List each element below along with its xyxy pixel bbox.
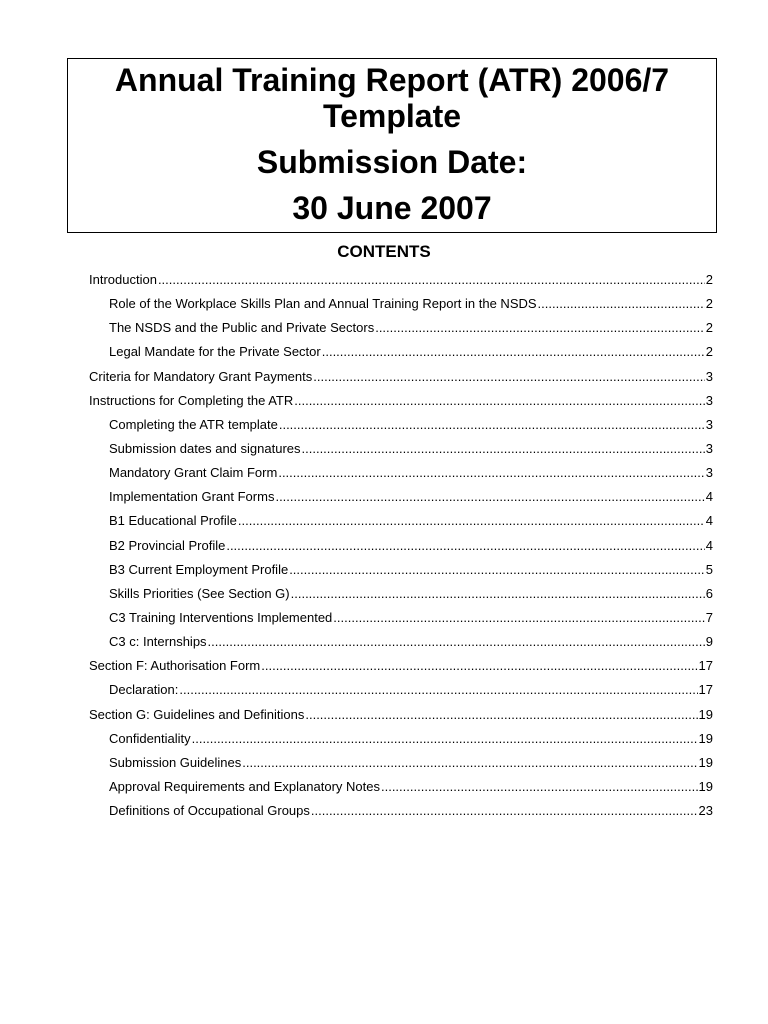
toc-dot-leader [291, 582, 705, 606]
toc-entry-page-number: 17 [698, 658, 713, 674]
toc-dot-leader [294, 389, 705, 413]
toc-dot-leader [305, 703, 697, 727]
toc-entry-page-number: 2 [705, 272, 713, 287]
toc-entry-page-number: 19 [698, 706, 713, 722]
toc-dot-leader [333, 606, 704, 630]
toc-entry-page-number: 3 [705, 368, 713, 384]
toc-dot-leader [538, 292, 705, 316]
toc-dot-leader [302, 437, 705, 461]
toc-dot-leader [261, 654, 697, 678]
toc-dot-leader [289, 558, 705, 582]
toc-entry-page-number: 23 [698, 803, 713, 819]
toc-entry-page-number: 19 [698, 754, 713, 770]
toc-entry[interactable] [89, 558, 713, 582]
toc-entry-label: B3 Current Employment Profile [109, 561, 289, 577]
toc-entry[interactable] [89, 606, 713, 630]
toc-entry-page-number: 4 [705, 489, 713, 505]
toc-entry-page-number: 4 [705, 513, 713, 529]
toc-entry-page-number: 2 [705, 320, 713, 336]
toc-entry-page-number: 9 [705, 634, 713, 650]
toc-entry[interactable] [89, 509, 713, 533]
toc-entry-label: Definitions of Occupational Groups [109, 803, 310, 819]
toc-entry-label: Instructions for Completing the ATR [89, 392, 294, 408]
toc-entry-label: C3 Training Interventions Implemented [109, 609, 333, 625]
toc-entry[interactable] [89, 727, 713, 751]
toc-entry-label: Confidentiality [109, 730, 191, 746]
toc-entry-label: Section F: Authorisation Form [89, 658, 261, 674]
toc-dot-leader [381, 775, 698, 799]
table-of-contents [89, 268, 713, 823]
toc-entry-page-number: 2 [705, 344, 713, 360]
toc-entry[interactable] [89, 365, 713, 389]
toc-entry-label: Declaration: [109, 682, 179, 698]
toc-entry[interactable] [89, 582, 713, 606]
toc-dot-leader [226, 534, 704, 558]
toc-entry[interactable] [89, 678, 713, 702]
toc-entry-page-number: 6 [705, 585, 713, 601]
toc-entry-label: Role of the Workplace Skills Plan and Annual Training Report in the NSDS [109, 296, 537, 312]
toc-dot-leader [311, 799, 698, 823]
toc-entry-page-number: 17 [698, 682, 713, 698]
toc-entry[interactable] [89, 461, 713, 485]
toc-dot-leader [278, 461, 704, 485]
toc-dot-leader [275, 485, 704, 509]
toc-entry-label: Mandatory Grant Claim Form [109, 465, 278, 481]
toc-entry-label: B2 Provincial Profile [109, 537, 226, 553]
toc-dot-leader [158, 268, 705, 292]
toc-entry-page-number: 4 [705, 537, 713, 553]
toc-entry[interactable] [89, 413, 713, 437]
toc-entry-page-number: 3 [705, 416, 713, 432]
toc-dot-leader [322, 340, 705, 364]
toc-entry[interactable] [89, 389, 713, 413]
toc-entry[interactable] [89, 751, 713, 775]
toc-entry-label: Submission Guidelines [109, 754, 242, 770]
toc-entry[interactable] [89, 292, 713, 316]
toc-entry-label: Implementation Grant Forms [109, 489, 275, 505]
toc-dot-leader [279, 413, 705, 437]
toc-entry-page-number: 3 [705, 465, 713, 481]
toc-entry[interactable] [89, 630, 713, 654]
toc-entry[interactable] [89, 775, 713, 799]
document-title-template: Template [322, 98, 462, 134]
toc-entry-label: Submission dates and signatures [109, 440, 301, 456]
toc-entry-page-number: 7 [705, 609, 713, 625]
toc-entry-label: Legal Mandate for the Private Sector [109, 344, 321, 360]
toc-dot-leader [208, 630, 705, 654]
toc-entry-label: Introduction [89, 272, 157, 287]
toc-entry-page-number: 2 [705, 296, 713, 312]
toc-entry-label: C3 c: Internships [109, 634, 207, 650]
toc-entry[interactable] [89, 654, 713, 678]
title-box [67, 58, 717, 233]
toc-dot-leader [313, 365, 705, 389]
submission-date-value: 30 June 2007 [292, 190, 492, 226]
toc-entry[interactable] [89, 485, 713, 509]
toc-dot-leader [192, 727, 698, 751]
toc-entry[interactable] [89, 340, 713, 364]
toc-entry-page-number: 3 [705, 392, 713, 408]
toc-dot-leader [238, 509, 705, 533]
toc-entry[interactable] [89, 316, 713, 340]
document-title: Annual Training Report (ATR) 2006/7 [114, 62, 670, 98]
toc-entry-label: Criteria for Mandatory Grant Payments [89, 368, 313, 384]
toc-entry-label: Approval Requirements and Explanatory Notes [109, 778, 380, 794]
toc-entry-page-number: 19 [698, 778, 713, 794]
toc-dot-leader [375, 316, 705, 340]
toc-entry-label: The NSDS and the Public and Private Sectors [109, 320, 375, 336]
toc-entry-label: Skills Priorities (See Section G) [109, 585, 290, 601]
toc-entry-label: B1 Educational Profile [109, 513, 237, 529]
toc-entry[interactable] [89, 437, 713, 461]
submission-date-label: Submission Date: [256, 144, 528, 180]
toc-entry-page-number: 19 [698, 730, 713, 746]
contents-heading: CONTENTS [337, 242, 431, 261]
toc-dot-leader [179, 678, 697, 702]
toc-entry-page-number: 5 [705, 561, 713, 577]
toc-entry-label: Completing the ATR template [109, 416, 278, 432]
toc-entry[interactable] [89, 268, 713, 292]
toc-dot-leader [242, 751, 697, 775]
toc-entry-page-number: 3 [705, 440, 713, 456]
toc-entry-label: Section G: Guidelines and Definitions [89, 706, 305, 722]
toc-entry[interactable] [89, 799, 713, 823]
toc-entry[interactable] [89, 534, 713, 558]
toc-entry[interactable] [89, 703, 713, 727]
